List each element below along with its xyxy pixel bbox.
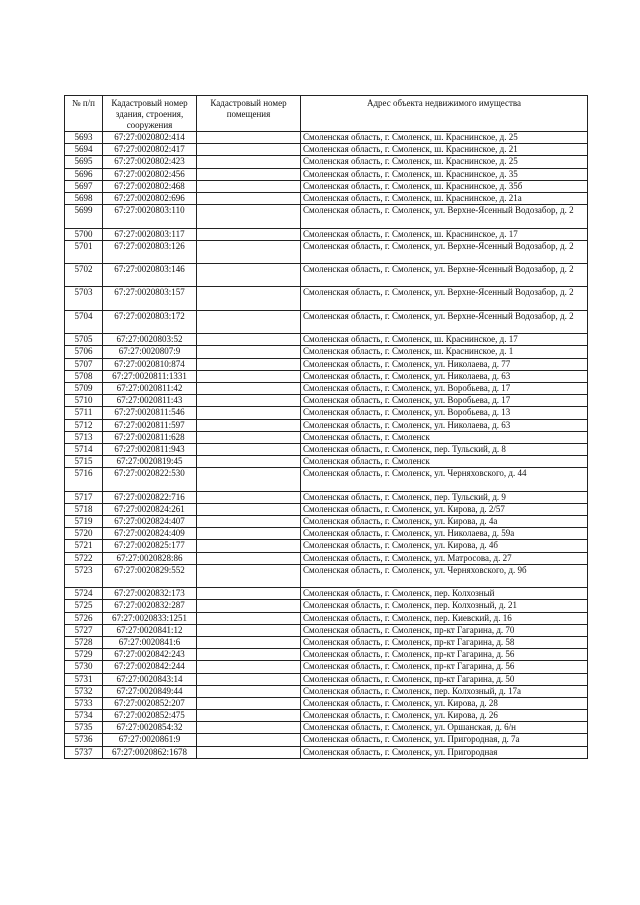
cadastral-number-room	[197, 588, 301, 600]
cadastral-number-building: 67:27:0020811:546	[103, 407, 197, 419]
row-number: 5734	[65, 710, 103, 722]
cadastral-number-building: 67:27:0020841:12	[103, 624, 197, 636]
table-row	[65, 503, 588, 515]
cadastral-number-building: 67:27:0020811:1331	[103, 370, 197, 382]
cadastral-number-building: 67:27:0020841:6	[103, 636, 197, 648]
cadastral-number-building: 67:27:0020803:117	[103, 228, 197, 240]
cadastral-number-room	[197, 370, 301, 382]
property-address: Смоленская область, г. Смоленск, ул. Оршанская, д. 6/н	[301, 722, 588, 734]
cadastral-number-building: 67:27:0020822:716	[103, 491, 197, 503]
cadastral-number-building: 67:27:0020849:44	[103, 685, 197, 697]
cadastral-number-room	[197, 358, 301, 370]
cadastral-number-room	[197, 564, 301, 587]
cadastral-number-building: 67:27:0020833:1251	[103, 612, 197, 624]
cadastral-number-building: 67:27:0020822:530	[103, 468, 197, 491]
property-address: Смоленская область, г. Смоленск, ул. Верхне-Ясенный Водозабор, д. 2	[301, 205, 588, 228]
table-row	[65, 310, 588, 333]
row-number: 5726	[65, 612, 103, 624]
cadastral-number-building: 67:27:0020832:287	[103, 600, 197, 612]
table-row	[65, 383, 588, 395]
table-row	[65, 395, 588, 407]
cadastral-number-room	[197, 456, 301, 468]
row-number: 5695	[65, 156, 103, 168]
table-row	[65, 697, 588, 709]
table-row	[65, 528, 588, 540]
header-num: № п/п	[65, 96, 103, 132]
table-row	[65, 564, 588, 587]
property-address: Смоленская область, г. Смоленск, пер. Тульский, д. 9	[301, 491, 588, 503]
table-row	[65, 491, 588, 503]
property-address: Смоленская область, г. Смоленск, ул. Пригородная, д. 7а	[301, 734, 588, 746]
cadastral-number-building: 67:27:0020802:468	[103, 180, 197, 192]
cadastral-number-building: 67:27:0020842:243	[103, 649, 197, 661]
property-address: Смоленская область, г. Смоленск, пер. Киевский, д. 16	[301, 612, 588, 624]
cadastral-number-building: 67:27:0020802:417	[103, 144, 197, 156]
table-row	[65, 624, 588, 636]
property-address: Смоленская область, г. Смоленск, пр-кт Гагарина, д. 56	[301, 661, 588, 673]
cadastral-number-building: 67:27:0020802:423	[103, 156, 197, 168]
table-row	[65, 722, 588, 734]
row-number: 5707	[65, 358, 103, 370]
table-row	[65, 228, 588, 240]
property-address: Смоленская область, г. Смоленск, пер. Тульский, д. 8	[301, 443, 588, 455]
cadastral-number-building: 67:27:0020811:42	[103, 383, 197, 395]
cadastral-number-room	[197, 710, 301, 722]
cadastral-number-room	[197, 540, 301, 552]
property-address: Смоленская область, г. Смоленск, ш. Краснинское, д. 35	[301, 168, 588, 180]
table-header	[65, 96, 588, 132]
property-address: Смоленская область, г. Смоленск, ул. Черняховского, д. 44	[301, 468, 588, 491]
row-number: 5708	[65, 370, 103, 382]
row-number: 5721	[65, 540, 103, 552]
property-address: Смоленская область, г. Смоленск, ул. Верхне-Ясенный Водозабор, д. 2	[301, 240, 588, 263]
property-address: Смоленская область, г. Смоленск, ул. Верхне-Ясенный Водозабор, д. 2	[301, 310, 588, 333]
cadastral-number-room	[197, 383, 301, 395]
cadastral-number-room	[197, 746, 301, 758]
table-row	[65, 600, 588, 612]
row-number: 5711	[65, 407, 103, 419]
property-address: Смоленская область, г. Смоленск, пр-кт Гагарина, д. 56	[301, 649, 588, 661]
cadastral-number-building: 67:27:0020861:9	[103, 734, 197, 746]
row-number: 5714	[65, 443, 103, 455]
row-number: 5700	[65, 228, 103, 240]
cadastral-number-room	[197, 228, 301, 240]
cadastral-number-room	[197, 407, 301, 419]
property-address: Смоленская область, г. Смоленск, ш. Краснинское, д. 21а	[301, 192, 588, 204]
cadastral-number-building: 67:27:0020824:261	[103, 503, 197, 515]
row-number: 5710	[65, 395, 103, 407]
cadastral-number-building: 67:27:0020803:146	[103, 264, 197, 287]
row-number: 5736	[65, 734, 103, 746]
property-address: Смоленская область, г. Смоленск, пер. Колхозный	[301, 588, 588, 600]
cadastral-number-room	[197, 722, 301, 734]
cadastral-number-building: 67:27:0020832:173	[103, 588, 197, 600]
cadastral-number-room	[197, 419, 301, 431]
cadastral-number-building: 67:27:0020829:552	[103, 564, 197, 587]
table-row	[65, 456, 588, 468]
property-address: Смоленская область, г. Смоленск, ул. Пригородная	[301, 746, 588, 758]
table-row	[65, 407, 588, 419]
table-row	[65, 334, 588, 346]
row-number: 5703	[65, 287, 103, 310]
table-row	[65, 205, 588, 228]
row-number: 5722	[65, 552, 103, 564]
table-row	[65, 588, 588, 600]
row-number: 5715	[65, 456, 103, 468]
property-address: Смоленская область, г. Смоленск, пер. Колхозный, д. 21	[301, 600, 588, 612]
row-number: 5735	[65, 722, 103, 734]
property-address: Смоленская область, г. Смоленск, ул. Кирова, д. 28	[301, 697, 588, 709]
cadastral-number-building: 67:27:0020811:628	[103, 431, 197, 443]
cadastral-number-room	[197, 661, 301, 673]
row-number: 5718	[65, 503, 103, 515]
property-address: Смоленская область, г. Смоленск, ул. Кирова, д. 2/57	[301, 503, 588, 515]
cadastral-number-room	[197, 168, 301, 180]
cadastral-number-building: 67:27:0020811:43	[103, 395, 197, 407]
cadastral-number-building: 67:27:0020843:14	[103, 673, 197, 685]
cadastral-number-building: 67:27:0020802:696	[103, 192, 197, 204]
cadastral-number-room	[197, 346, 301, 358]
cadastral-number-building: 67:27:0020824:407	[103, 516, 197, 528]
table-row	[65, 540, 588, 552]
table-row	[65, 431, 588, 443]
cadastral-number-building: 67:27:0020842:244	[103, 661, 197, 673]
cadastral-number-building: 67:27:0020802:456	[103, 168, 197, 180]
cadastral-number-room	[197, 334, 301, 346]
row-number: 5699	[65, 205, 103, 228]
cadastral-number-building: 67:27:0020819:45	[103, 456, 197, 468]
table-row	[65, 710, 588, 722]
cadastral-number-building: 67:27:0020807:9	[103, 346, 197, 358]
cadastral-number-building: 67:27:0020803:52	[103, 334, 197, 346]
table-row	[65, 636, 588, 648]
property-address: Смоленская область, г. Смоленск, ул. Николаева, д. 77	[301, 358, 588, 370]
row-number: 5709	[65, 383, 103, 395]
row-number: 5717	[65, 491, 103, 503]
table-row	[65, 156, 588, 168]
cadastral-number-room	[197, 673, 301, 685]
row-number: 5696	[65, 168, 103, 180]
property-address: Смоленская область, г. Смоленск, ул. Верхне-Ясенный Водозабор, д. 2	[301, 287, 588, 310]
table-row	[65, 673, 588, 685]
property-address: Смоленская область, г. Смоленск, ш. Краснинское, д. 25	[301, 156, 588, 168]
cadastral-number-room	[197, 734, 301, 746]
cadastral-number-building: 67:27:0020803:110	[103, 205, 197, 228]
row-number: 5725	[65, 600, 103, 612]
cadastral-number-room	[197, 528, 301, 540]
property-address: Смоленская область, г. Смоленск, ул. Николаева, д. 63	[301, 370, 588, 382]
property-address: Смоленская область, г. Смоленск, ш. Краснинское, д. 21	[301, 144, 588, 156]
cadastral-number-building: 67:27:0020803:172	[103, 310, 197, 333]
property-address: Смоленская область, г. Смоленск, ул. Кирова, д. 4а	[301, 516, 588, 528]
table-row	[65, 468, 588, 491]
cadastral-number-building: 67:27:0020810:874	[103, 358, 197, 370]
cadastral-number-room	[197, 310, 301, 333]
row-number: 5698	[65, 192, 103, 204]
cadastral-number-room	[197, 180, 301, 192]
cadastral-number-room	[197, 144, 301, 156]
row-number: 5719	[65, 516, 103, 528]
table-row	[65, 552, 588, 564]
cadastral-number-room	[197, 156, 301, 168]
table-row	[65, 649, 588, 661]
table-row	[65, 168, 588, 180]
table-row	[65, 180, 588, 192]
table-row	[65, 661, 588, 673]
table-row	[65, 192, 588, 204]
cadastral-number-room	[197, 649, 301, 661]
property-address: Смоленская область, г. Смоленск	[301, 456, 588, 468]
row-number: 5724	[65, 588, 103, 600]
cadastral-number-room	[197, 240, 301, 263]
property-address: Смоленская область, г. Смоленск, ш. Краснинское, д. 17	[301, 334, 588, 346]
table-row	[65, 419, 588, 431]
property-address: Смоленская область, г. Смоленск, пр-кт Гагарина, д. 50	[301, 673, 588, 685]
header-cadastral-building: Кадастровый номер здания, строения, сооружения	[103, 96, 197, 132]
row-number: 5702	[65, 264, 103, 287]
cadastral-number-building: 67:27:0020803:157	[103, 287, 197, 310]
cadastral-number-room	[197, 468, 301, 491]
table-row	[65, 443, 588, 455]
cadastral-number-room	[197, 205, 301, 228]
table-row	[65, 358, 588, 370]
cadastral-number-room	[197, 264, 301, 287]
cadastral-number-building: 67:27:0020825:177	[103, 540, 197, 552]
property-address: Смоленская область, г. Смоленск, ш. Краснинское, д. 1	[301, 346, 588, 358]
header-address: Адрес объекта недвижимого имущества	[301, 96, 588, 132]
row-number: 5693	[65, 132, 103, 144]
cadastral-number-building: 67:27:0020811:943	[103, 443, 197, 455]
property-address: Смоленская область, г. Смоленск, пр-кт Гагарина, д. 70	[301, 624, 588, 636]
row-number: 5713	[65, 431, 103, 443]
cadastral-number-room	[197, 491, 301, 503]
table-row	[65, 734, 588, 746]
row-number: 5716	[65, 468, 103, 491]
cadastral-number-room	[197, 503, 301, 515]
row-number: 5729	[65, 649, 103, 661]
table-row	[65, 612, 588, 624]
row-number: 5712	[65, 419, 103, 431]
row-number: 5706	[65, 346, 103, 358]
property-address: Смоленская область, г. Смоленск, ул. Кирова, д. 26	[301, 710, 588, 722]
row-number: 5704	[65, 310, 103, 333]
cadastral-number-building: 67:27:0020852:207	[103, 697, 197, 709]
table-row	[65, 240, 588, 263]
property-address: Смоленская область, г. Смоленск, ул. Верхне-Ясенный Водозабор, д. 2	[301, 264, 588, 287]
row-number: 5733	[65, 697, 103, 709]
row-number: 5705	[65, 334, 103, 346]
cadastral-number-building: 67:27:0020803:126	[103, 240, 197, 263]
row-number: 5697	[65, 180, 103, 192]
property-address: Смоленская область, г. Смоленск	[301, 431, 588, 443]
cadastral-number-building: 67:27:0020828:86	[103, 552, 197, 564]
cadastral-number-room	[197, 287, 301, 310]
cadastral-number-building: 67:27:0020811:597	[103, 419, 197, 431]
table-body	[65, 132, 588, 759]
table-row	[65, 516, 588, 528]
cadastral-number-room	[197, 636, 301, 648]
row-number: 5732	[65, 685, 103, 697]
property-address: Смоленская область, г. Смоленск, пр-кт Гагарина, д. 58	[301, 636, 588, 648]
cadastral-number-room	[197, 132, 301, 144]
cadastral-number-building: 67:27:0020802:414	[103, 132, 197, 144]
property-address: Смоленская область, г. Смоленск, ул. Воробьева, д. 17	[301, 395, 588, 407]
property-address: Смоленская область, г. Смоленск, ш. Краснинское, д. 17	[301, 228, 588, 240]
header-cadastral-room: Кадастровый номер помещения	[197, 96, 301, 132]
property-table	[64, 95, 588, 759]
cadastral-number-building: 67:27:0020824:409	[103, 528, 197, 540]
row-number: 5727	[65, 624, 103, 636]
property-address: Смоленская область, г. Смоленск, ул. Николаева, д. 63	[301, 419, 588, 431]
cadastral-number-building: 67:27:0020862:1678	[103, 746, 197, 758]
cadastral-number-room	[197, 395, 301, 407]
property-address: Смоленская область, г. Смоленск, ул. Николаева, д. 59а	[301, 528, 588, 540]
row-number: 5730	[65, 661, 103, 673]
cadastral-number-room	[197, 600, 301, 612]
table-row	[65, 685, 588, 697]
table-row	[65, 287, 588, 310]
property-address: Смоленская область, г. Смоленск, ул. Черняховского, д. 9б	[301, 564, 588, 587]
cadastral-number-room	[197, 443, 301, 455]
cadastral-number-room	[197, 685, 301, 697]
table-row	[65, 746, 588, 758]
table-row	[65, 370, 588, 382]
property-address: Смоленская область, г. Смоленск, пер. Колхозный, д. 17а	[301, 685, 588, 697]
row-number: 5731	[65, 673, 103, 685]
cadastral-number-room	[197, 516, 301, 528]
cadastral-number-room	[197, 192, 301, 204]
table-row	[65, 132, 588, 144]
cadastral-number-room	[197, 552, 301, 564]
table-row	[65, 264, 588, 287]
property-address: Смоленская область, г. Смоленск, ул. Кирова, д. 4б	[301, 540, 588, 552]
row-number: 5720	[65, 528, 103, 540]
document-page	[64, 95, 587, 759]
cadastral-number-room	[197, 612, 301, 624]
property-address: Смоленская область, г. Смоленск, ул. Матросова, д. 27	[301, 552, 588, 564]
property-address: Смоленская область, г. Смоленск, ш. Краснинское, д. 35б	[301, 180, 588, 192]
cadastral-number-room	[197, 624, 301, 636]
property-address: Смоленская область, г. Смоленск, ш. Краснинское, д. 25	[301, 132, 588, 144]
cadastral-number-room	[197, 431, 301, 443]
row-number: 5728	[65, 636, 103, 648]
cadastral-number-room	[197, 697, 301, 709]
cadastral-number-building: 67:27:0020854:32	[103, 722, 197, 734]
property-address: Смоленская область, г. Смоленск, ул. Воробьева, д. 17	[301, 383, 588, 395]
cadastral-number-building: 67:27:0020852:475	[103, 710, 197, 722]
table-row	[65, 346, 588, 358]
row-number: 5701	[65, 240, 103, 263]
row-number: 5694	[65, 144, 103, 156]
table-row	[65, 144, 588, 156]
row-number: 5737	[65, 746, 103, 758]
property-address: Смоленская область, г. Смоленск, ул. Воробьева, д. 13	[301, 407, 588, 419]
row-number: 5723	[65, 564, 103, 587]
